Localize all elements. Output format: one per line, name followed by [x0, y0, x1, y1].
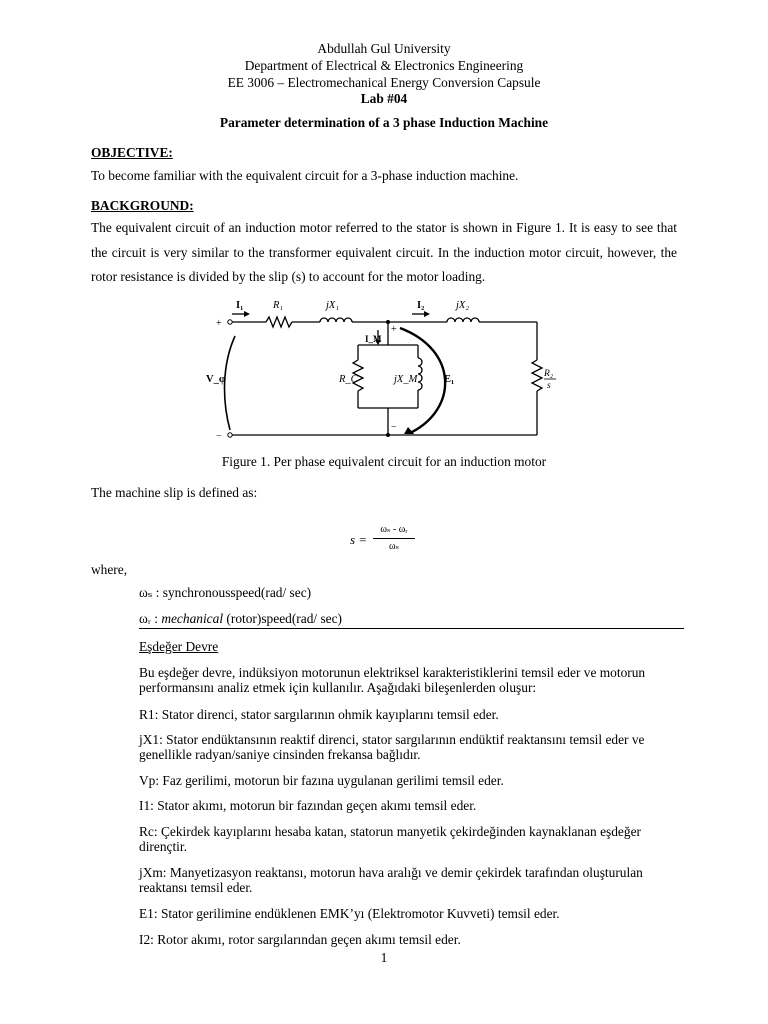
definition-rotor-speed — [139, 611, 342, 627]
turkish-item-e1: E1: Stator gerilimine endüklenen EMK’yı (Elektromotor Kuvveti) temsil eder. — [139, 906, 560, 921]
page-number: 1 — [380, 950, 388, 965]
label-E1: E₁ — [444, 374, 455, 385]
lab-number: Lab #04 — [360, 91, 408, 106]
rotor-speed-symbol: ωᵣ : — [139, 611, 162, 626]
equivalent-circuit-diagram — [200, 290, 570, 448]
university-name: Abdullah Gul University — [317, 41, 451, 56]
label-jX2: jX₂ — [456, 300, 469, 311]
label-minus-left: − — [216, 431, 222, 442]
objective-heading: OBJECTIVE: — [91, 145, 173, 160]
turkish-intro: Bu eşdeğer devre, indüksiyon motorunun elektriksel karakteristiklerini temsil eder ve motorun performansını analiz etmek için kullanılır. Aşağıdaki bileşenlerden oluşur: — [139, 665, 646, 696]
background-heading: BACKGROUND: — [91, 198, 194, 213]
label-IM: I_M — [365, 334, 382, 344]
department-name: Department of Electrical & Electronics Engineering — [244, 58, 524, 73]
label-R2-numerator: R₂ — [544, 369, 554, 379]
objective-text: To become familiar with the equivalent circuit for a 3-phase induction machine. — [91, 168, 519, 183]
slip-denominator: ωₛ — [389, 541, 399, 552]
label-jX1: jX₁ — [326, 300, 339, 311]
label-I2: I₂ — [417, 300, 425, 311]
label-plus-left: + — [216, 318, 222, 329]
fraction-bar — [373, 538, 415, 539]
turkish-item-rc: Rc: Çekirdek kayıplarını hesaba katan, statorun manyetik çekirdeğinden kaynaklanan eşdeğer dirençtir. — [139, 824, 641, 855]
where-label: where, — [91, 562, 128, 577]
label-jXM: jX_M — [394, 374, 418, 385]
label-R1: R₁ — [273, 300, 284, 311]
horizontal-rule — [139, 628, 684, 629]
slip-lhs: s = — [350, 532, 368, 547]
label-minus-mid: − — [391, 422, 397, 433]
turkish-item-jxm: jXm: Manyetizasyon reaktansı, motorun hava aralığı ve demir çekirdek tarafından oluşturulan reaktansı temsil eder. — [139, 865, 643, 896]
rotor-speed-rest: (rotor)speed(rad/ sec) — [223, 611, 343, 626]
label-I1: I₁ — [236, 300, 244, 311]
rotor-speed-mechanical: mechanical — [161, 611, 224, 626]
course-name: EE 3006 – Electromechanical Energy Conversion Capsule — [227, 75, 541, 90]
label-plus-mid: + — [391, 324, 397, 335]
label-RC: R_C — [339, 374, 358, 385]
turkish-item-jx1: jX1: Stator endüktansının reaktif direnci, stator sargılarının endüktif reaktansını temsil eder ve genellikle radyan/saniye cinsinden frekansa bağlıdır. — [139, 732, 645, 763]
turkish-item-i1: I1: Stator akımı, motorun bir fazından geçen akımı temsil eder. — [139, 798, 477, 813]
turkish-heading: Eşdeğer Devre — [139, 639, 219, 654]
turkish-item-r1: R1: Stator direnci, stator sargılarının ohmik kayıplarını temsil eder. — [139, 707, 499, 722]
figure-caption: Figure 1. Per phase equivalent circuit for an induction motor — [221, 454, 547, 469]
turkish-item-vp: Vp: Faz gerilimi, motorun bir fazına uygulanan gerilimi temsil eder. — [139, 773, 504, 788]
background-paragraph: The equivalent circuit of an induction motor referred to the stator is shown in Figure 1. It is easy to see that the circuit is very similar to the transformer equivalent circuit. In the induction motor circuit, however, the rotor resistance is divided by the slip (s) to account for the motor loading. — [91, 220, 677, 284]
label-R2-denominator: s — [547, 381, 551, 391]
label-Vphi: V_φ — [206, 374, 226, 385]
definition-synchronous-speed: ωₛ : synchronousspeed(rad/ sec) — [139, 585, 312, 600]
document-title: Parameter determination of a 3 phase Induction Machine — [219, 115, 549, 130]
slip-intro: The machine slip is defined as: — [91, 485, 258, 500]
slip-numerator: ωₛ - ωᵣ — [380, 524, 408, 535]
turkish-item-i2: I2: Rotor akımı, rotor sargılarından geçen akımı temsil eder. — [139, 932, 461, 947]
